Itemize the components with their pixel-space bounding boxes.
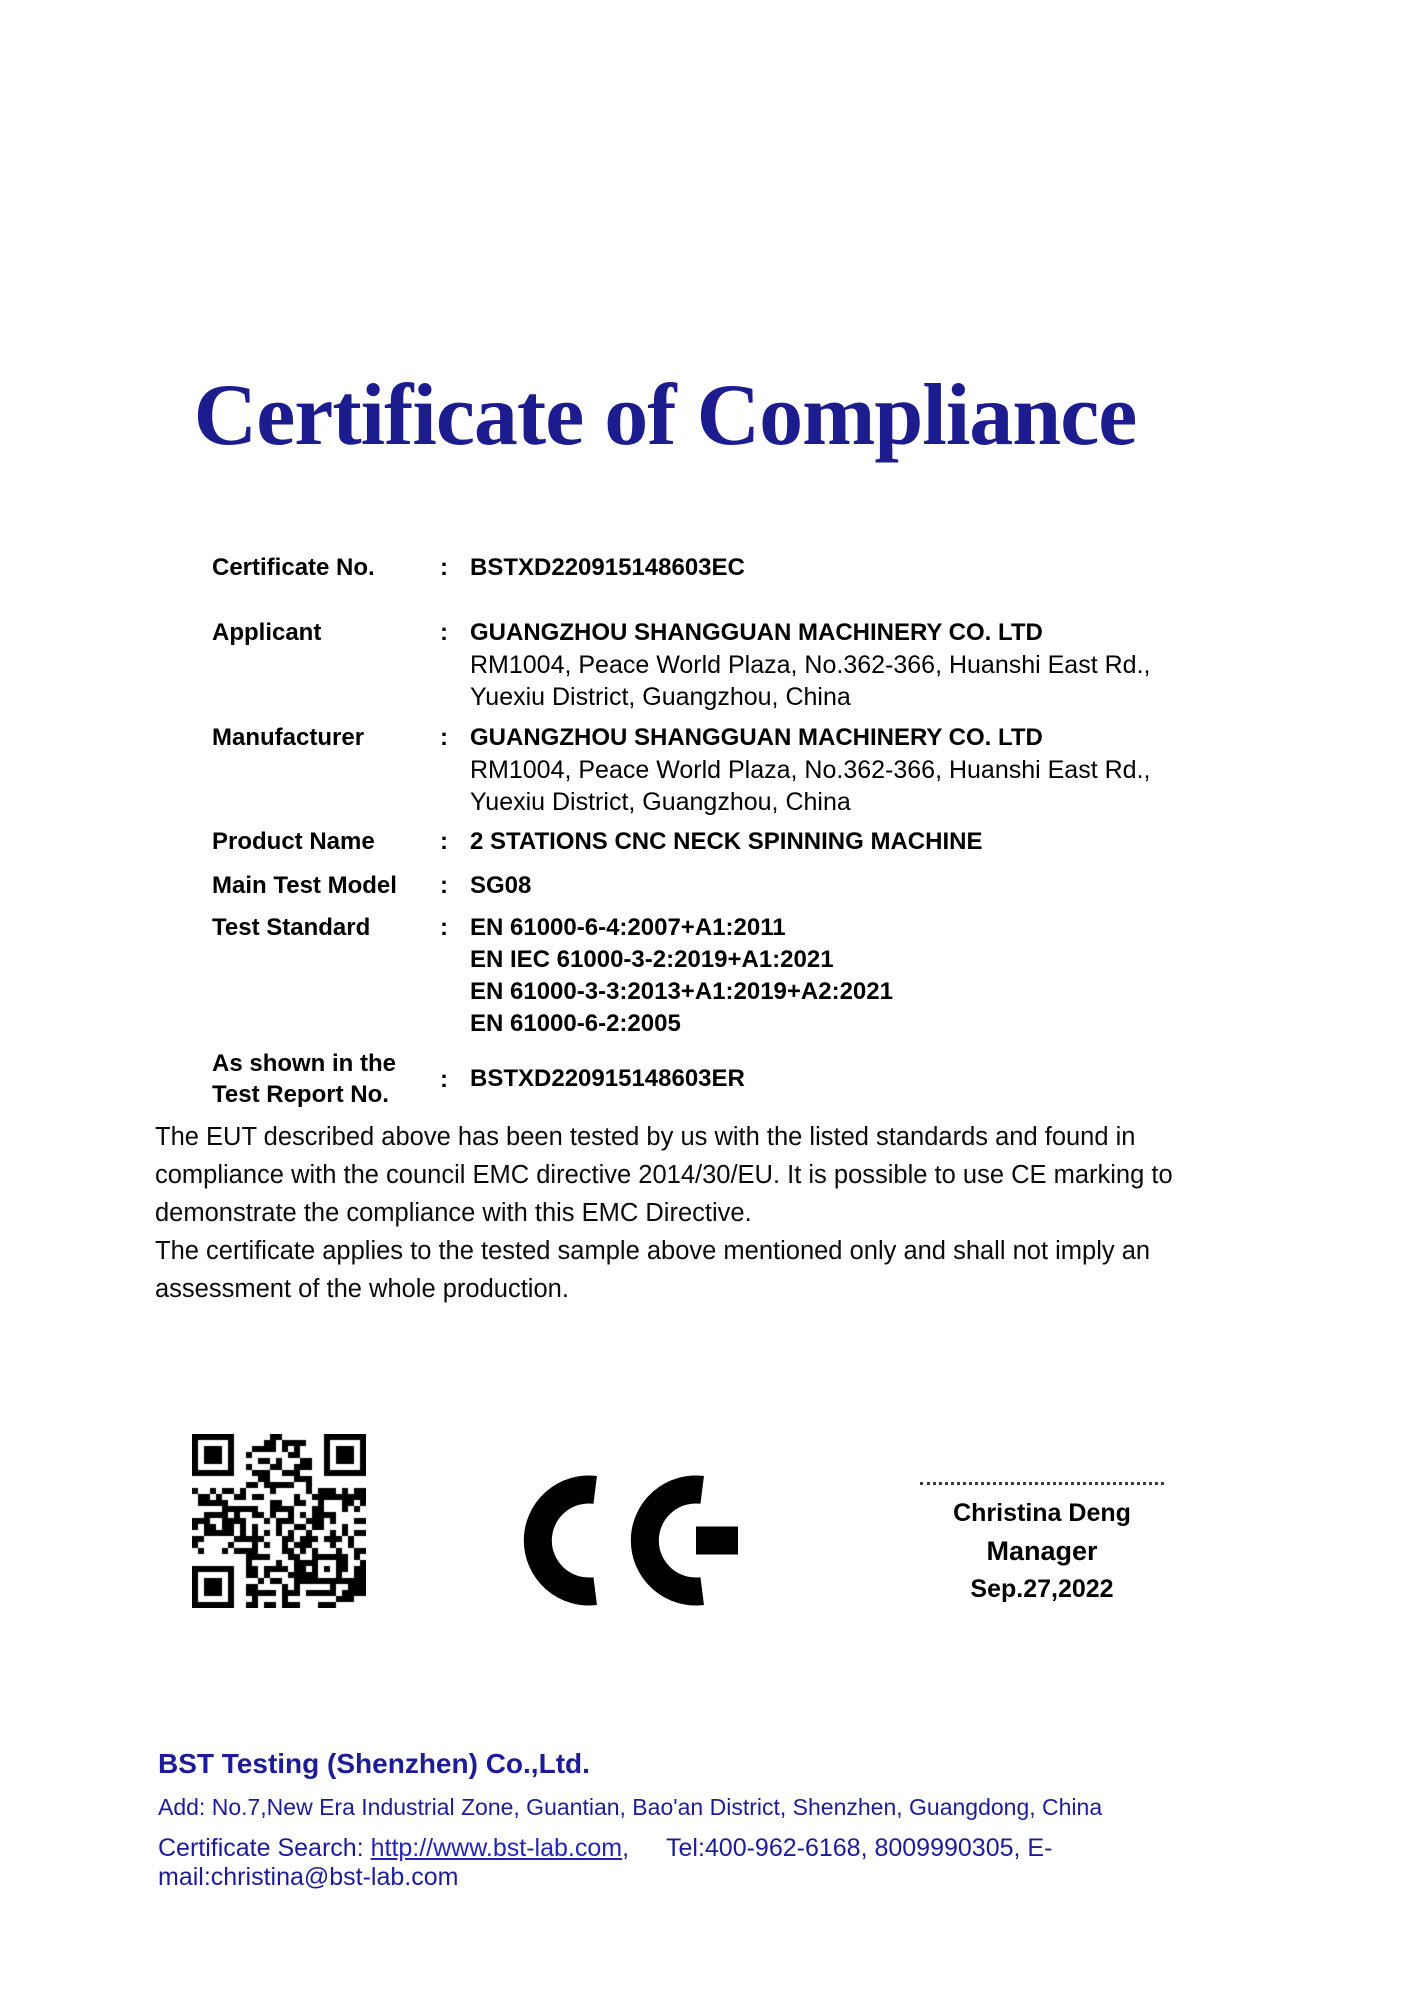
statement-paragraph-1: The EUT described above has been tested by us with the listed standards and found in compliance with the council EMC directive 2014/30/EU. It is possible to use CE marking to demonstrate the compliance with this EMC Directive. — [155, 1123, 1173, 1227]
field-colon: : — [440, 554, 448, 581]
field-product-name — [212, 826, 1180, 858]
footer — [158, 1748, 1258, 1892]
lab-contact-info: Tel:400-962-6168, 8009990305, E-mail:christina@bst-lab.com — [158, 1834, 1053, 1891]
statement-paragraph-2: The certificate applies to the tested sample above mentioned only and shall not imply an assessment of the whole production. — [155, 1237, 1151, 1303]
field-value — [470, 552, 1180, 584]
field-label: Test Standard — [212, 914, 371, 941]
field-manufacturer — [212, 722, 1180, 818]
statement-text — [155, 1118, 1177, 1308]
field-label: As shown in the Test Report No. — [212, 1050, 397, 1108]
signer-name: Christina Deng — [953, 1499, 1131, 1527]
test-standard-line: EN 61000-6-2:2005 — [470, 1010, 681, 1037]
field-main-test-model — [212, 870, 1180, 902]
applicant-address-line: Yuexiu District, Guangzhou, China — [470, 683, 851, 711]
certificate-fields — [212, 552, 1180, 1110]
lab-company-name: BST Testing (Shenzhen) Co.,Ltd. — [158, 1748, 590, 1779]
field-value — [470, 1063, 1180, 1095]
field-certificate-no — [212, 552, 1180, 584]
field-value — [470, 722, 1180, 818]
signature-block — [910, 1482, 1174, 1604]
test-standard-line: EN 61000-6-4:2007+A1:2011 — [470, 914, 786, 941]
field-label: Certificate No. — [212, 554, 375, 581]
ce-mark-logo — [522, 1473, 740, 1608]
certificate-search-line — [158, 1834, 1258, 1892]
field-applicant — [212, 617, 1180, 713]
field-label: Product Name — [212, 828, 375, 855]
test-report-number: BSTXD220915148603ER — [470, 1065, 745, 1092]
field-value — [470, 870, 1180, 902]
signer-role: Manager — [986, 1536, 1098, 1566]
field-label: Main Test Model — [212, 872, 397, 899]
field-label: Manufacturer — [212, 724, 365, 751]
test-standard-line: EN IEC 61000-3-2:2019+A1:2021 — [470, 946, 834, 973]
qr-code — [192, 1434, 366, 1608]
field-colon: : — [440, 619, 448, 646]
lab-address: Add: No.7,New Era Industrial Zone, Guantian, Bao'an District, Shenzhen, Guangdong, China — [158, 1794, 1103, 1820]
issue-date: Sep.27,2022 — [970, 1575, 1114, 1603]
certificate-search-link[interactable]: http://www.bst-lab.com — [370, 1834, 623, 1862]
field-colon: : — [440, 914, 448, 941]
product-name: 2 STATIONS CNC NECK SPINNING MACHINE — [470, 828, 983, 855]
page-title: Certificate of Compliance — [193, 367, 1137, 464]
certificate-search-label: Certificate Search: — [158, 1834, 364, 1862]
manufacturer-name: GUANGZHOU SHANGGUAN MACHINERY CO. LTD — [470, 724, 1043, 751]
field-colon: : — [440, 828, 448, 855]
field-value — [470, 912, 1180, 1040]
test-standard-line: EN 61000-3-3:2013+A1:2019+A2:2021 — [470, 978, 893, 1005]
field-colon: : — [440, 724, 448, 751]
search-separator: , — [622, 1834, 630, 1862]
field-test-standard — [212, 912, 1180, 1040]
signature-dotted-line — [920, 1482, 1164, 1485]
field-label: Applicant — [212, 619, 322, 646]
certificate-number: BSTXD220915148603EC — [470, 554, 745, 581]
manufacturer-address-line: RM1004, Peace World Plaza, No.362-366, Huanshi East Rd., — [470, 756, 1151, 784]
manufacturer-address-line: Yuexiu District, Guangzhou, China — [470, 788, 851, 816]
field-test-report-no — [212, 1048, 1180, 1110]
field-value — [470, 826, 1180, 858]
main-test-model: SG08 — [470, 872, 532, 899]
applicant-address-line: RM1004, Peace World Plaza, No.362-366, Huanshi East Rd., — [470, 651, 1151, 679]
field-colon: : — [440, 872, 448, 899]
applicant-name: GUANGZHOU SHANGGUAN MACHINERY CO. LTD — [470, 619, 1043, 646]
field-value — [470, 617, 1180, 713]
field-colon: : — [440, 1065, 448, 1093]
